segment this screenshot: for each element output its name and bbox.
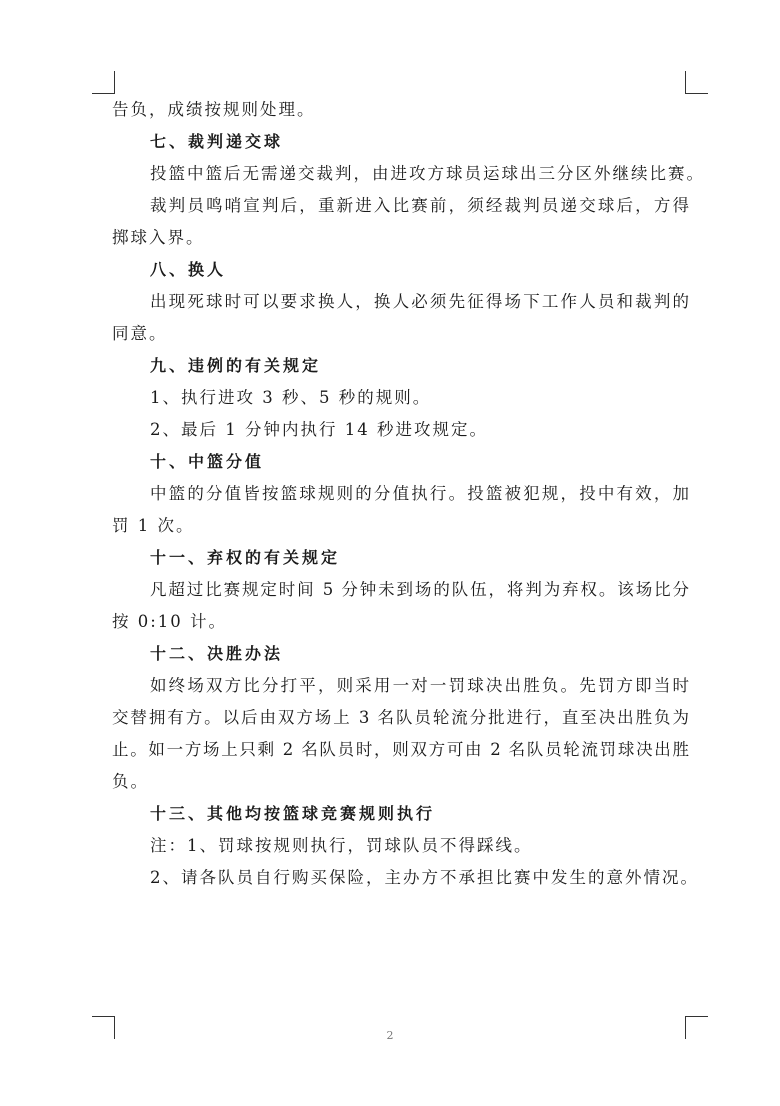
paragraph-line: 中篮的分值皆按篮球规则的分值执行。投篮被犯规，投中有效，加 xyxy=(150,484,690,503)
paragraph-line: 交替拥有方。以后由双方场上 3 名队员轮流分批进行，直至决出胜负为 xyxy=(112,708,690,727)
list-item: 2、最后 1 分钟内执行 14 秒进攻规定。 xyxy=(150,420,488,439)
paragraph-line: 凡超过比赛规定时间 5 分钟未到场的队伍，将判为弃权。该场比分 xyxy=(150,580,690,599)
paragraph-line: 掷球入界。 xyxy=(112,228,205,247)
note-line: 2、请各队员自行购买保险，主办方不承担比赛中发生的意外情况。 xyxy=(150,868,699,887)
paragraph-line: 按 0:10 计。 xyxy=(112,612,228,631)
paragraph-line: 如终场双方比分打平，则采用一对一罚球决出胜负。先罚方即当时 xyxy=(150,676,690,695)
section-heading: 十三、其他均按篮球竞赛规则执行 xyxy=(150,804,436,823)
crop-mark-top-left xyxy=(92,71,115,94)
section-heading: 七、裁判递交球 xyxy=(150,132,284,151)
paragraph-line: 裁判员鸣哨宣判后，重新进入比赛前，须经裁判员递交球后，方得 xyxy=(150,196,690,215)
paragraph-line: 罚 1 次。 xyxy=(112,516,195,535)
paragraph-line: 止。如一方场上只剩 2 名队员时，则双方可由 2 名队员轮流罚球决出胜 xyxy=(112,740,690,759)
paragraph-line: 出现死球时可以要求换人，换人必须先征得场下工作人员和裁判的 xyxy=(150,292,690,311)
section-heading: 九、违例的有关规定 xyxy=(150,356,322,375)
paragraph-line: 负。 xyxy=(112,772,149,791)
section-heading: 十、中篮分值 xyxy=(150,452,265,471)
list-item: 1、执行进攻 3 秒、5 秒的规则。 xyxy=(150,388,432,407)
section-heading: 八、换人 xyxy=(150,260,227,279)
note-line: 注：1、罚球按规则执行，罚球队员不得踩线。 xyxy=(150,836,533,855)
section-heading: 十一、弃权的有关规定 xyxy=(150,548,341,567)
paragraph-line: 同意。 xyxy=(112,324,168,343)
document-body xyxy=(112,94,705,894)
page-number: 2 xyxy=(386,1029,394,1042)
section-heading: 十二、决胜办法 xyxy=(150,644,284,663)
paragraph-line: 告负，成绩按规则处理。 xyxy=(112,100,316,119)
crop-mark-top-right xyxy=(685,71,708,94)
paragraph-line: 投篮中篮后无需递交裁判，由进攻方球员运球出三分区外继续比赛。 xyxy=(150,164,705,183)
